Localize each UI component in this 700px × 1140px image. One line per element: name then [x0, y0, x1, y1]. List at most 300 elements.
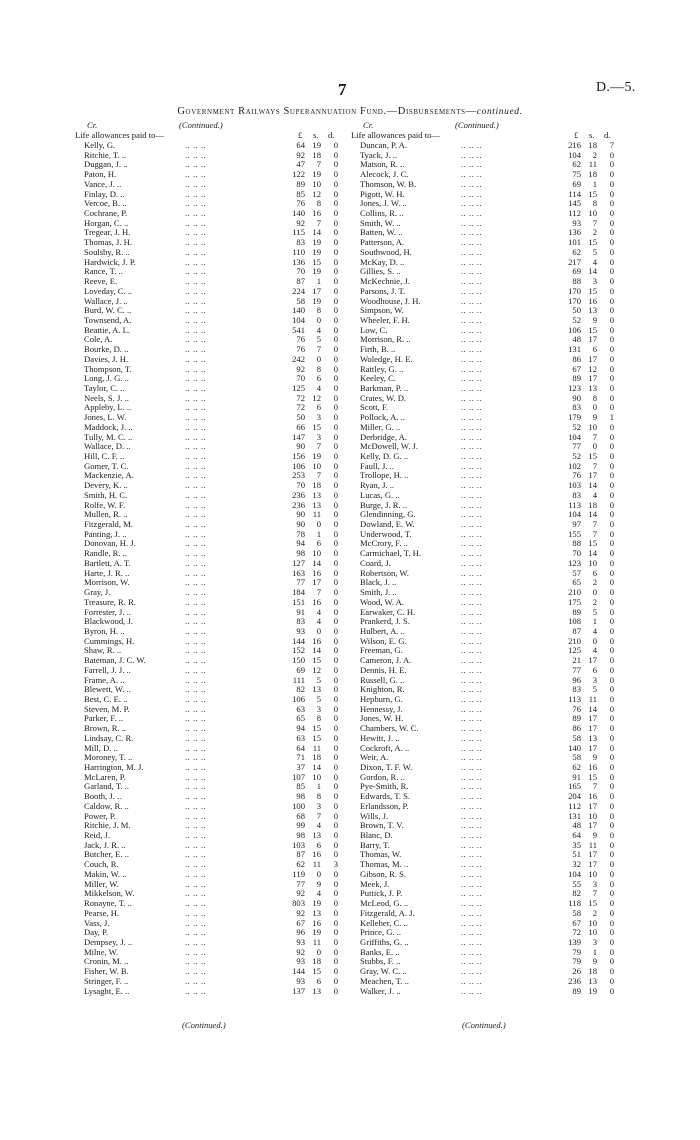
payee-name: Shaw, R. .. — [84, 645, 122, 656]
amount-pounds: 93 — [572, 217, 581, 228]
payee-name: Soulsby, R. .. — [84, 246, 130, 257]
amount-pence: 0 — [609, 742, 614, 753]
amount-pounds: 91 — [296, 606, 305, 617]
leader-dots: .. .. .. — [185, 732, 207, 743]
amount-shillings: 15 — [588, 771, 597, 782]
leader-dots: .. .. .. — [461, 363, 483, 374]
amount-shillings: 10 — [588, 208, 597, 219]
amount-shillings: 1 — [592, 178, 597, 189]
amount-pence: 0 — [609, 849, 614, 860]
amount-pounds: 52 — [572, 314, 581, 325]
amount-pence: 0 — [333, 198, 338, 209]
payee-name: Russell, G. .. — [360, 674, 405, 685]
payee-name: Black, J. .. — [360, 577, 397, 588]
amount-pence: 0 — [609, 625, 614, 636]
amount-pounds: 210 — [568, 587, 581, 598]
amount-shillings: 10 — [588, 421, 597, 432]
continued-label: (Continued.) — [455, 120, 499, 130]
amount-pounds: 78 — [296, 528, 305, 539]
amount-pence: 0 — [609, 762, 614, 772]
table-row — [351, 394, 626, 404]
amount-shillings: 16 — [312, 849, 321, 860]
leader-dots: .. .. .. — [185, 460, 207, 471]
amount-shillings: 0 — [592, 402, 597, 413]
leader-dots: .. .. .. — [185, 246, 207, 257]
payee-name: Gray, J. — [84, 587, 111, 598]
payee-name: Gomer, T. C. — [84, 460, 129, 471]
leader-dots: .. .. .. — [461, 956, 483, 967]
leader-dots: .. .. .. — [461, 441, 483, 452]
amount-pence: 3 — [333, 859, 338, 870]
leader-dots: .. .. .. — [461, 266, 483, 277]
amount-pounds: 92 — [296, 946, 305, 957]
leader-dots: .. .. .. — [461, 878, 483, 889]
leader-dots: .. .. .. — [461, 140, 483, 150]
table-row — [351, 831, 626, 841]
payee-name: Ryan, J. .. — [360, 480, 395, 491]
payee-name: McLaren, P. — [84, 771, 126, 782]
leader-dots: .. .. .. — [461, 742, 483, 753]
payee-name: Booth, J. .. — [84, 791, 122, 802]
amount-pounds: 92 — [296, 217, 305, 228]
payee-name: Appleby, L. .. — [84, 402, 132, 413]
amount-pence: 0 — [609, 246, 614, 257]
amount-pence: 0 — [333, 246, 338, 257]
amount-shillings: 8 — [316, 198, 321, 209]
amount-shillings: 16 — [312, 635, 321, 646]
amount-pence: 0 — [333, 956, 338, 967]
amount-shillings: 2 — [592, 596, 597, 607]
amount-shillings: 19 — [312, 140, 321, 150]
amount-pounds: 83 — [572, 684, 581, 695]
amount-pence: 0 — [333, 596, 338, 607]
amount-pence: 0 — [333, 839, 338, 850]
amount-shillings: 4 — [592, 489, 597, 500]
payee-name: Faull, J. .. — [360, 460, 394, 471]
payee-name: Woodhouse, J. H. — [360, 295, 421, 306]
payee-name: Patterson, A. — [360, 237, 405, 248]
amount-pounds: 64 — [296, 140, 305, 150]
payee-name: Harrington, M. J. — [84, 762, 144, 772]
leader-dots: .. .. .. — [185, 295, 207, 306]
cr-label: Cr. — [363, 120, 374, 130]
amount-pounds: 131 — [568, 810, 581, 821]
amount-pounds: 72 — [296, 402, 305, 413]
amount-pounds: 165 — [568, 781, 581, 792]
amount-pounds: 152 — [292, 645, 305, 656]
amount-pounds: 76 — [572, 470, 581, 481]
amount-pounds: 242 — [292, 353, 305, 364]
payee-name: Kelly, D. G. .. — [360, 451, 409, 461]
leader-dots: .. .. .. — [185, 451, 207, 461]
leader-dots: .. .. .. — [185, 606, 207, 617]
leader-dots: .. .. .. — [185, 314, 207, 325]
payee-name: Alecock, J. C. — [360, 169, 409, 180]
leader-dots: .. .. .. — [185, 655, 207, 666]
table-row — [75, 821, 350, 831]
leader-dots: .. .. .. — [185, 373, 207, 384]
amount-pence: 0 — [333, 674, 338, 685]
leader-dots: .. .. .. — [461, 519, 483, 530]
amount-pounds: 99 — [296, 820, 305, 831]
payee-name: Ritchie, J. M. — [84, 820, 131, 831]
amount-pence: 0 — [333, 509, 338, 520]
column-header — [75, 120, 350, 130]
payee-name: Makin, W. .. — [84, 868, 127, 879]
leader-dots: .. .. .. — [461, 460, 483, 471]
amount-pence: 0 — [333, 353, 338, 364]
amount-pounds: 125 — [568, 645, 581, 656]
payee-name: Walker, J. .. — [360, 985, 401, 996]
amount-pence: 0 — [333, 499, 338, 510]
amount-pence: 0 — [609, 363, 614, 374]
payee-name: Trollope, H. .. — [360, 470, 409, 481]
amount-pence: 0 — [609, 917, 614, 928]
amount-shillings: 0 — [316, 314, 321, 325]
payee-name: Panting, J. .. — [84, 528, 127, 539]
leader-dots: .. .. .. — [461, 528, 483, 539]
amount-pounds: 89 — [572, 373, 581, 384]
leader-dots: .. .. .. — [461, 178, 483, 189]
leader-dots: .. .. .. — [461, 480, 483, 491]
amount-pounds: 102 — [568, 460, 581, 471]
amount-pounds: 83 — [296, 616, 305, 627]
amount-pounds: 32 — [572, 859, 581, 870]
amount-shillings: 15 — [312, 732, 321, 743]
payee-name: Taylor, C. .. — [84, 382, 125, 393]
amount-pence: 0 — [333, 373, 338, 384]
amount-pence: 0 — [333, 723, 338, 734]
amount-pence: 1 — [609, 412, 614, 423]
amount-pounds: 94 — [296, 538, 305, 549]
payee-name: Tregear, J. H. — [84, 227, 131, 238]
right-column — [351, 120, 626, 996]
payee-name: Coard, J. — [360, 557, 391, 568]
payee-name: Hardwick, J. P. — [84, 256, 136, 267]
payee-name: Tully, M. C. .. — [84, 431, 133, 442]
leader-dots: .. .. .. — [461, 907, 483, 918]
leader-dots: .. .. .. — [185, 480, 207, 491]
amount-pence: 0 — [333, 693, 338, 704]
amount-shillings: 3 — [592, 674, 597, 685]
amount-shillings: 1 — [316, 528, 321, 539]
amount-shillings: 15 — [588, 324, 597, 335]
amount-pence: 0 — [609, 237, 614, 248]
amount-shillings: 13 — [588, 975, 597, 986]
payee-name: Dixon, T. F. W. — [360, 762, 413, 772]
payee-name: Milne, W. — [84, 946, 119, 957]
amount-pence: 0 — [333, 169, 338, 180]
amount-shillings: 10 — [588, 557, 597, 568]
amount-pence: 0 — [333, 528, 338, 539]
leader-dots: .. .. .. — [461, 305, 483, 316]
amount-pounds: 139 — [568, 936, 581, 947]
amount-shillings: 4 — [316, 820, 321, 831]
amount-shillings: 13 — [312, 684, 321, 695]
table-row — [351, 316, 626, 326]
leader-dots: .. .. .. — [461, 732, 483, 743]
amount-pence: 0 — [609, 480, 614, 491]
payee-name: Simpson, W. — [360, 305, 404, 316]
amount-pounds: 147 — [292, 431, 305, 442]
amount-shillings: 7 — [316, 470, 321, 481]
payee-name: Cockroft, A. .. — [360, 742, 410, 753]
amount-pence: 0 — [609, 295, 614, 306]
leader-dots: .. .. .. — [461, 849, 483, 860]
leader-dots: .. .. .. — [461, 781, 483, 792]
amount-shillings: 15 — [312, 966, 321, 977]
amount-pounds: 113 — [568, 499, 581, 510]
payee-name: Harte, J. R. .. — [84, 567, 130, 578]
leader-dots: .. .. .. — [185, 868, 207, 879]
amount-pence: 0 — [609, 431, 614, 442]
payee-name: Bartlett, A. T. — [84, 557, 131, 568]
amount-shillings: 16 — [312, 567, 321, 578]
leader-dots: .. .. .. — [185, 849, 207, 860]
amount-pence: 0 — [333, 217, 338, 228]
continued-footer: (Continued.) — [182, 1020, 226, 1030]
amount-pounds: 92 — [296, 149, 305, 160]
amount-pence: 0 — [333, 898, 338, 909]
amount-pounds: 85 — [296, 188, 305, 199]
amount-pounds: 216 — [568, 140, 581, 150]
payee-name: Day, P. — [84, 927, 109, 938]
amount-pence: 0 — [609, 169, 614, 180]
amount-shillings: 8 — [316, 791, 321, 802]
leader-dots: .. .. .. — [461, 334, 483, 345]
payee-name: Brown, R. .. — [84, 723, 127, 734]
amount-pounds: 37 — [296, 762, 305, 772]
amount-pounds: 96 — [572, 674, 581, 685]
amount-pounds: 77 — [296, 577, 305, 588]
leader-dots: .. .. .. — [461, 713, 483, 724]
payee-name: Firth, B. .. — [360, 344, 396, 355]
amount-pounds: 93 — [296, 956, 305, 967]
amount-pounds: 57 — [572, 567, 581, 578]
amount-pence: 7 — [609, 140, 614, 150]
leader-dots: .. .. .. — [185, 781, 207, 792]
section-header — [75, 130, 350, 141]
amount-pounds: 94 — [296, 723, 305, 734]
pounds-symbol: £ — [574, 130, 579, 140]
leader-dots: .. .. .. — [461, 431, 483, 442]
amount-pence: 0 — [609, 489, 614, 500]
payee-name: Thomas, W. — [360, 849, 402, 860]
payee-name: Donovan, H. J. — [84, 538, 136, 549]
amount-pence: 0 — [609, 557, 614, 568]
amount-shillings: 16 — [312, 917, 321, 928]
payee-name: Jones, J. W. .. — [360, 198, 407, 209]
payee-name: Fitzgerald, A. J. — [360, 907, 415, 918]
amount-shillings: 19 — [312, 169, 321, 180]
table-row — [351, 987, 626, 997]
amount-pounds: 140 — [292, 208, 305, 219]
amount-pounds: 70 — [572, 548, 581, 559]
amount-pounds: 217 — [568, 256, 581, 267]
amount-pounds: 97 — [572, 519, 581, 530]
leader-dots: .. .. .. — [461, 577, 483, 588]
amount-pounds: 58 — [296, 295, 305, 306]
amount-shillings: 11 — [312, 509, 321, 520]
leader-dots: .. .. .. — [185, 596, 207, 607]
payee-name: Blanc, D. — [360, 830, 393, 841]
cr-label: Cr. — [87, 120, 98, 130]
amount-pence: 0 — [333, 567, 338, 578]
amount-shillings: 2 — [592, 907, 597, 918]
amount-pence: 0 — [609, 830, 614, 841]
amount-shillings: 14 — [312, 557, 321, 568]
amount-shillings: 13 — [312, 907, 321, 918]
payee-name: Loveday, C. .. — [84, 285, 133, 296]
amount-pounds: 52 — [572, 451, 581, 461]
leader-dots: .. .. .. — [185, 917, 207, 928]
amount-pence: 0 — [333, 655, 338, 666]
amount-pence: 0 — [609, 499, 614, 510]
leader-dots: .. .. .. — [185, 762, 207, 772]
amount-pounds: 48 — [572, 334, 581, 345]
amount-pounds: 107 — [292, 771, 305, 782]
amount-pence: 0 — [333, 149, 338, 160]
amount-pence: 0 — [333, 946, 338, 957]
leader-dots: .. .. .. — [461, 616, 483, 627]
leader-dots: .. .. .. — [461, 674, 483, 685]
amount-pounds: 253 — [292, 470, 305, 481]
payee-name: Weir, A. — [360, 752, 389, 763]
payee-name: Knighton, R. — [360, 684, 405, 695]
amount-shillings: 7 — [592, 528, 597, 539]
leader-dots: .. .. .. — [185, 276, 207, 287]
payee-name: Dowland, E. W. — [360, 519, 415, 530]
leader-dots: .. .. .. — [185, 966, 207, 977]
amount-pounds: 170 — [568, 285, 581, 296]
amount-pence: 0 — [609, 577, 614, 588]
amount-pence: 0 — [609, 382, 614, 393]
leader-dots: .. .. .. — [185, 567, 207, 578]
amount-pence: 0 — [333, 557, 338, 568]
amount-pence: 0 — [609, 985, 614, 996]
amount-pence: 0 — [333, 781, 338, 792]
payee-name: Vercoe, B. .. — [84, 198, 127, 209]
amount-pence: 0 — [333, 684, 338, 695]
amount-pence: 0 — [333, 295, 338, 306]
amount-pence: 0 — [333, 480, 338, 491]
amount-shillings: 16 — [588, 762, 597, 772]
amount-pounds: 93 — [296, 936, 305, 947]
amount-pence: 0 — [333, 800, 338, 811]
amount-pence: 0 — [609, 684, 614, 695]
leader-dots: .. .. .. — [185, 693, 207, 704]
amount-pence: 0 — [609, 927, 614, 938]
payee-name: Kelleher, C. .. — [360, 917, 408, 928]
leader-dots: .. .. .. — [185, 519, 207, 530]
payee-name: Burge, J. R. .. — [360, 499, 408, 510]
amount-pounds: 89 — [296, 178, 305, 189]
amount-pence: 0 — [333, 305, 338, 316]
payee-name: Butcher, E. .. — [84, 849, 129, 860]
leader-dots: .. .. .. — [185, 752, 207, 763]
leader-dots: .. .. .. — [185, 664, 207, 675]
amount-pounds: 112 — [568, 208, 581, 219]
payee-name: Gordon, R. .. — [360, 771, 405, 782]
amount-pence: 0 — [333, 752, 338, 763]
amount-pence: 0 — [333, 140, 338, 150]
payee-name: Kelly, G. — [84, 140, 116, 150]
amount-pence: 0 — [333, 732, 338, 743]
amount-pence: 0 — [609, 732, 614, 743]
payee-name: Wilson, E. G. — [360, 635, 407, 646]
amount-shillings: 18 — [312, 752, 321, 763]
amount-pounds: 236 — [292, 489, 305, 500]
amount-pounds: 104 — [568, 509, 581, 520]
payee-name: Meachen, T. .. — [360, 975, 409, 986]
leader-dots: .. .. .. — [461, 314, 483, 325]
amount-pounds: 70 — [296, 266, 305, 277]
amount-pence: 0 — [609, 159, 614, 170]
payee-name: Hepburn, G. — [360, 693, 403, 704]
amount-shillings: 2 — [592, 577, 597, 588]
amount-pence: 0 — [333, 810, 338, 821]
leader-dots: .. .. .. — [461, 198, 483, 209]
amount-shillings: 7 — [592, 888, 597, 899]
table-row — [75, 987, 350, 997]
amount-pence: 0 — [333, 713, 338, 724]
leader-dots: .. .. .. — [185, 431, 207, 442]
payee-name: Miller, W. — [84, 878, 119, 889]
leader-dots: .. .. .. — [461, 703, 483, 714]
amount-pounds: 89 — [572, 713, 581, 724]
amount-pence: 0 — [609, 587, 614, 598]
leader-dots: .. .. .. — [461, 392, 483, 403]
amount-shillings: 16 — [588, 791, 597, 802]
amount-shillings: 9 — [592, 412, 597, 423]
payee-name: Davies, J. H. — [84, 353, 129, 364]
amount-shillings: 17 — [588, 353, 597, 364]
amount-pence: 0 — [333, 616, 338, 627]
amount-shillings: 10 — [588, 927, 597, 938]
amount-shillings: 3 — [592, 936, 597, 947]
leader-dots: .. .. .. — [461, 276, 483, 287]
amount-shillings: 12 — [312, 392, 321, 403]
leader-dots: .. .. .. — [185, 645, 207, 656]
amount-shillings: 11 — [312, 859, 321, 870]
amount-pence: 0 — [609, 266, 614, 277]
amount-shillings: 6 — [316, 975, 321, 986]
amount-pounds: 79 — [572, 956, 581, 967]
amount-pounds: 145 — [568, 198, 581, 209]
amount-pence: 0 — [609, 217, 614, 228]
amount-pence: 0 — [333, 791, 338, 802]
title-suffix: continued. — [476, 107, 523, 117]
amount-pounds: 204 — [568, 791, 581, 802]
amount-pounds: 101 — [568, 237, 581, 248]
amount-pence: 0 — [609, 956, 614, 967]
table-row — [351, 802, 626, 812]
amount-shillings: 10 — [312, 771, 321, 782]
amount-pounds: 48 — [572, 820, 581, 831]
amount-shillings: 7 — [316, 159, 321, 170]
leader-dots: .. .. .. — [461, 917, 483, 928]
payee-name: Cameron, J. A. — [360, 655, 412, 666]
leader-dots: .. .. .. — [461, 800, 483, 811]
leader-dots: .. .. .. — [461, 169, 483, 180]
amount-pence: 0 — [609, 616, 614, 627]
amount-shillings: 19 — [312, 237, 321, 248]
amount-pounds: 58 — [572, 752, 581, 763]
amount-pounds: 77 — [572, 441, 581, 452]
leader-dots: .. .. .. — [185, 528, 207, 539]
page-title — [0, 106, 700, 117]
payee-name: Wood, W. A. — [360, 596, 404, 607]
